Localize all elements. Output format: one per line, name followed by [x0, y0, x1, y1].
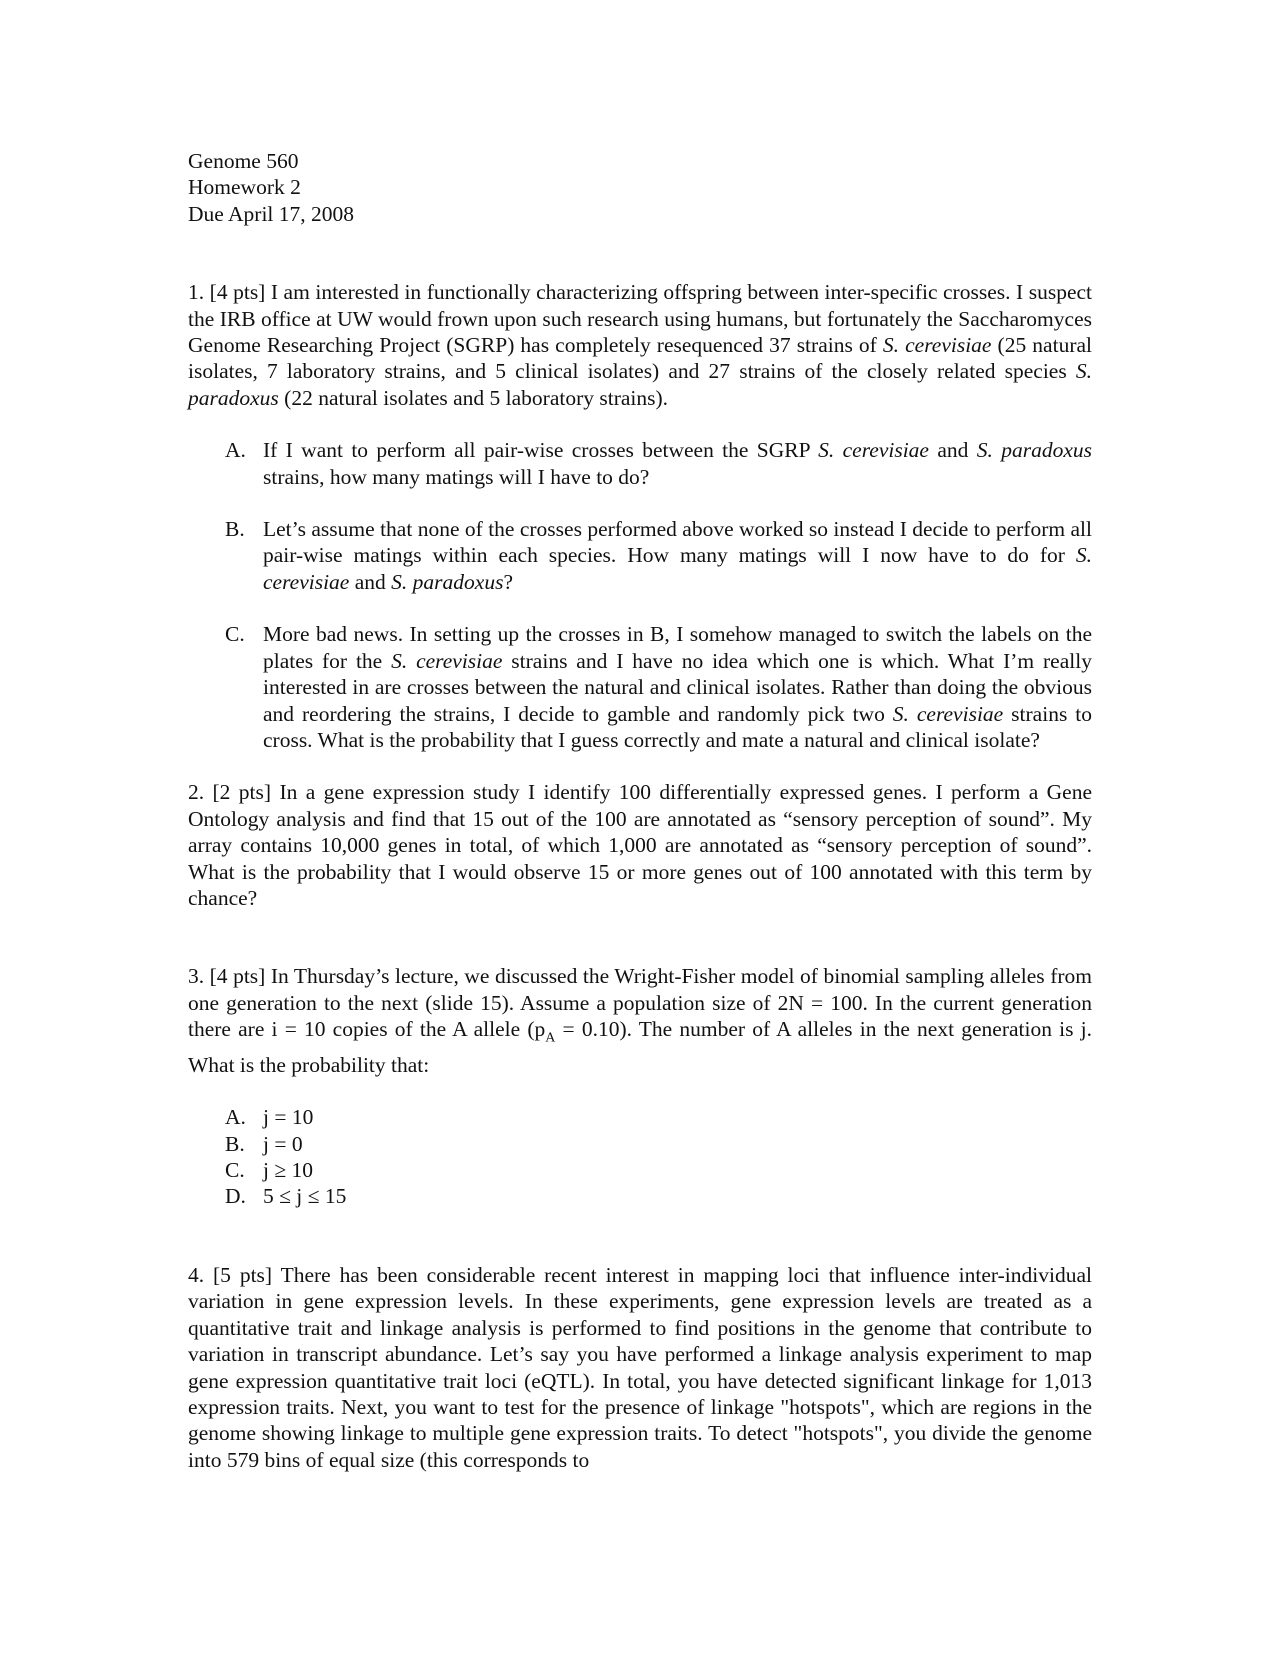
question-2: 2. [2 pts] In a gene expression study I identify 100 differentially expressed genes. I perform a Gene Ontology analysis and find that 15 out of the 100 are annotated as “sensory perception of sound”. My array contains 10,000 genes in total, of which 1,000 are annotated as “sensory perception of sound”. What is the probability that I would observe 15 or more genes out of 100 annotated with this term by chance? — [188, 780, 1092, 910]
course-name: Genome 560 — [188, 149, 299, 173]
assignment-title: Homework 2 — [188, 175, 301, 200]
species-name: S. paradoxus — [188, 359, 1092, 410]
question-1: 1. [4 pts] I am interested in functionally characterizing offspring between inter-specific crosses. I suspect the IRB office at UW would frown upon such research using humans, but fortunately the Saccharomyces Genome Researching Project (SGRP) has completely resequenced 37 strains of S. cerevisiae (25 natural isolates, 7 laboratory strains, and 5 clinical isolates) and 27 strains of the closely related species S. paradoxus (22 natural isolates and 5 laboratory strains). — [188, 280, 1092, 410]
document-header — [188, 148, 1092, 227]
item-letter: A. — [225, 1105, 246, 1130]
item-letter: C. — [225, 622, 245, 647]
question-1c: C. More bad news. In setting up the crosses in B, I somehow managed to switch the labels on the plates for the S. cerevisiae strains and I have no idea which one is which. What I’m really interested in are crosses between the natural and clinical isolates. Rather than doing the obvious and reordering the strains, I decide to gamble and randomly pick two S. cerevisiae strains to cross. What is the probability that I guess correctly and mate a natural and clinical isolate? — [225, 622, 1092, 752]
question-3a: A. j = 10 — [225, 1105, 314, 1130]
document-page — [188, 148, 1092, 1473]
question-3: 3. [4 pts] In Thursday’s lecture, we discussed the Wright-Fisher model of binomial sampling alleles from one generation to the next (slide 15). Assume a population size of 2N = 100. In the current generation there are i = 10 copies of the A allele $(p_A = 0.10)$. The number of A alleles in the next generation is j. What is the probability that: — [188, 964, 1093, 1077]
species-name: S. cerevisiae — [882, 333, 992, 358]
question-4: 4. [5 pts] There has been considerable recent interest in mapping loci that influence inter-individual variation in gene expression levels. In these experiments, gene expression levels are treated as a quantitative trait and linkage analysis is performed to find positions in the genome that contribute to variation in transcript abundance. Let’s say you have performed a linkage analysis experiment to map gene expression quantitative trait loci (eQTL). In total, you have detected significant linkage for 1,013 expression traits. Next, you want to test for the presence of linkage "hotspots", which are regions in the genome showing linkage to multiple gene expression traits. To detect "hotspots", you divide the genome into 579 bins of equal size (this corresponds to — [188, 1262, 1092, 1472]
item-letter: B. — [225, 517, 245, 542]
item-letter: B. — [225, 1131, 245, 1156]
question-3d: D. 5 ≤ j ≤ 15 — [225, 1184, 347, 1209]
due-date: Due April 17, 2008 — [188, 201, 355, 226]
subscript: A — [545, 1030, 556, 1046]
item-letter: D. — [225, 1184, 246, 1209]
question-3c: C. j ≥ 10 — [225, 1158, 314, 1183]
question-3b: B. j = 0 — [225, 1131, 303, 1156]
item-letter: C. — [225, 1158, 245, 1183]
question-1b: B. Let’s assume that none of the crosses performed above worked so instead I decide to perform all pair-wise matings within each species. How many matings will I now have to do for S. cerevisiae and S. paradoxus? — [225, 517, 1092, 594]
item-letter: A. — [225, 438, 246, 463]
question-3-parts — [188, 1104, 1092, 1210]
question-1a: A. If I want to perform all pair-wise crosses between the SGRP S. cerevisiae and S. paradoxus strains, how many matings will I have to do? — [225, 438, 1092, 489]
question-1-parts — [188, 437, 1092, 753]
